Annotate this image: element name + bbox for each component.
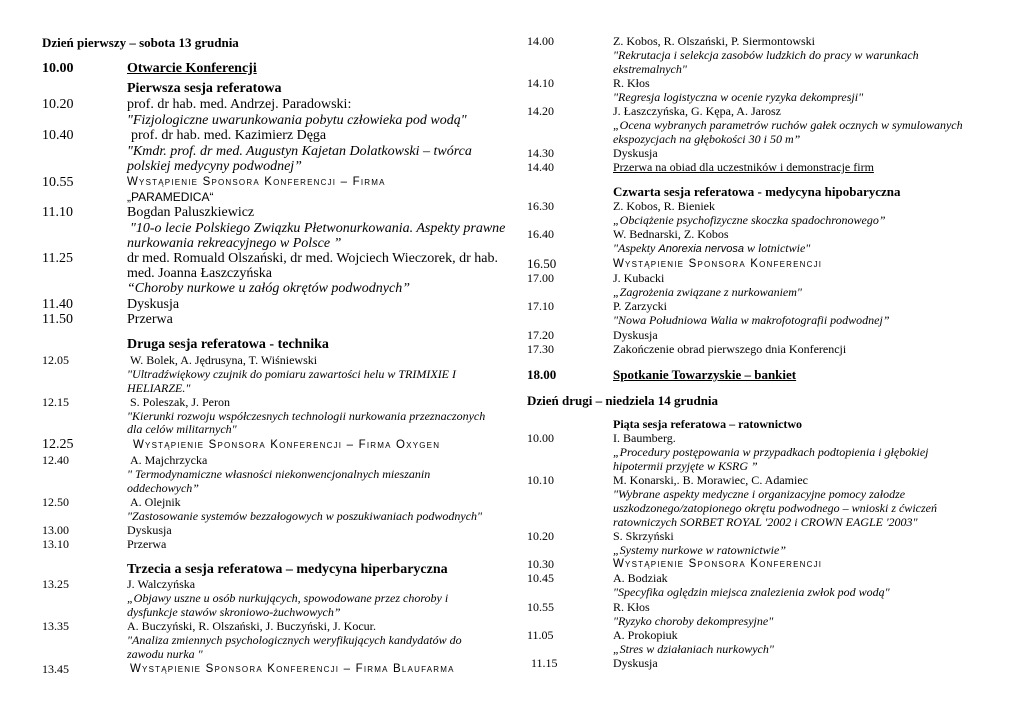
discussion-17-20: Dyskusja — [613, 328, 658, 342]
time-13-25: 13.25 — [42, 577, 69, 591]
title-16-30: „Obciążenie psychofizyczne skoczka spadochronowego” — [613, 213, 886, 227]
title-11-10-line1: "10-o lecie Polskiego Związku Płetwonurkowania. Aspekty prawne — [130, 221, 506, 236]
d2-author-10-20: S. Skrzyński — [613, 529, 674, 543]
d2-author-10-55: R. Kłos — [613, 600, 650, 614]
title-14-10: "Regresja logistyczna w ocenie ryzyka dekompresji" — [613, 90, 864, 104]
time-14-00: 14.00 — [527, 34, 554, 48]
time-10-20: 10.20 — [42, 97, 74, 112]
session-2-title: Druga sesja referatowa - technika — [127, 337, 329, 352]
lunch-break-14-40: Przerwa na obiad dla uczestników i demonstracje firm — [613, 160, 874, 174]
author-16-30: Z. Kobos, R. Bieniek — [613, 199, 715, 213]
title-17-10: "Nowa Południowa Walia w makrofotografii podwodnej” — [613, 313, 890, 327]
time-10-55: 10.55 — [42, 175, 74, 190]
author-13-35: A. Buczyński, R. Olszański, J. Buczyński, J. Kocur. — [127, 619, 376, 633]
title-12-15-line2: dla celów militarnych" — [127, 422, 237, 436]
time-11-40: 11.40 — [42, 297, 73, 312]
title-14-00-line2: ekstremalnych" — [613, 62, 687, 76]
d2-title-10-10-line2: uszkodzonego/zatopionego okrętu podwodnego – wnioski z ćwiczeń — [613, 501, 937, 515]
time-12-05: 12.05 — [42, 353, 69, 367]
title-13-25-line1: „Objawy uszne u osób nurkujących, spowodowane przez choroby i — [127, 591, 449, 605]
author-14-00: Z. Kobos, R. Olszański, P. Siermontowski — [613, 34, 816, 48]
d2-author-10-10: M. Konarski,. B. Morawiec, C. Adamiec — [613, 473, 808, 487]
time-12-25: 12.25 — [42, 437, 74, 452]
time-10-40: 10.40 — [42, 128, 74, 143]
d2-time-10-30: 10.30 — [527, 557, 554, 571]
author-14-20: J. Łaszczyńska, G. Kępa, A. Jarosz — [613, 104, 781, 118]
d2-author-11-05: A. Prokopiuk — [613, 628, 678, 642]
d2-time-10-00: 10.00 — [527, 431, 554, 445]
d2-title-10-00-line2: hipotermii przyjęte w KSRG ” — [613, 459, 758, 473]
author-10-20: prof. dr hab. med. Andrzej. Paradowski: — [127, 97, 352, 112]
title-12-05-line2: HELIARZE." — [127, 381, 191, 395]
d2-title-10-55: "Ryzyko choroby dekompresyjne" — [613, 614, 774, 628]
time-14-30: 14.30 — [527, 146, 554, 160]
sponsor-10-55: Wystąpienie Sponsora Konferencji – Firma — [127, 176, 386, 188]
d2-discussion-11-15: Dyskusja — [613, 656, 658, 670]
day1-header: Dzień pierwszy – sobota 13 grudnia — [42, 35, 239, 50]
author-14-10: R. Kłos — [613, 76, 650, 90]
author-11-25-line2: med. Joanna Łaszczyńska — [127, 266, 272, 281]
title-16-40-part-a: "Aspekty — [613, 241, 659, 255]
title-17-00: „Zagrożenia związane z nurkowaniem" — [613, 285, 802, 299]
author-11-10: Bogdan Paluszkiewicz — [127, 205, 255, 220]
banquet-title: Spotkanie Towarzyskie – bankiet — [613, 367, 797, 382]
author-12-15: S. Poleszak, J. Peron — [130, 395, 230, 409]
session-1-title: Pierwsza sesja referatowa — [127, 81, 282, 96]
title-12-40-line1: " Termodynamiczne własności niekonwencjonalnych mieszanin — [127, 467, 431, 481]
title-10-20: "Fizjologiczne uwarunkowania pobytu człowieka pod wodą" — [127, 113, 467, 128]
d2-time-10-10: 10.10 — [527, 473, 554, 487]
time-16-40: 16.40 — [527, 227, 554, 241]
d2-title-10-20: „Systemy nurkowe w ratownictwie” — [613, 543, 786, 557]
discussion-13-00: Dyskusja — [127, 523, 172, 537]
time-12-40: 12.40 — [42, 453, 69, 467]
time-13-10: 13.10 — [42, 537, 69, 551]
d2-sponsor-10-30: Wystąpienie Sponsora Konferencji — [613, 558, 823, 570]
sponsor-16-50: Wystąpienie Sponsora Konferencji — [613, 258, 823, 270]
discussion-14-30: Dyskusja — [613, 146, 658, 160]
time-17-30: 17.30 — [527, 342, 554, 356]
time-16-30: 16.30 — [527, 199, 554, 213]
title-14-00-line1: "Rekrutacja i selekcja zasobów ludzkich do pracy w warunkach — [613, 48, 919, 62]
d2-title-11-05: „Stres w działaniach nurkowych" — [613, 642, 774, 656]
d2-author-10-45: A. Bodziak — [613, 571, 668, 585]
title-13-25-line2: dysfunkcje stawów skroniowo-żuchwowych” — [127, 605, 341, 619]
time-13-00: 13.00 — [42, 523, 69, 537]
session-4-title: Czwarta sesja referatowa - medycyna hipobaryczna — [613, 184, 901, 199]
day2-header: Dzień drugi – niedziela 14 grudnia — [527, 393, 719, 408]
d2-title-10-10-line1: "Wybrane aspekty medyczne i organizacyjne pomocy załodze — [613, 487, 906, 501]
title-16-40 — [613, 241, 810, 256]
d2-time-10-55: 10.55 — [527, 600, 554, 614]
d2-time-11-05: 11.05 — [527, 628, 554, 642]
time-14-10: 14.10 — [527, 76, 554, 90]
title-13-35-line2: zawodu nurka " — [127, 647, 203, 661]
author-10-40: prof. dr hab. med. Kazimierz Dęga — [131, 128, 327, 143]
sponsor-13-45: Wystąpienie Sponsora Konferencji – Firma Blaufarma — [130, 663, 455, 675]
time-11-25: 11.25 — [42, 251, 73, 266]
time-11-10: 11.10 — [42, 205, 73, 220]
time-18-00: 18.00 — [527, 367, 557, 382]
title-11-25: “Choroby nurkowe u załóg okrętów podwodnych” — [127, 281, 410, 296]
title-16-40-part-c: w lotnictwie" — [743, 241, 811, 255]
title-14-20-line2: ekspozycjach na głębokości 30 i 50 m” — [613, 132, 801, 146]
title-14-20-line1: „Ocena wybranych parametrów ruchów gałek ocznych w symulowanych — [613, 118, 963, 132]
session-3-title: Trzecia a sesja referatowa – medycyna hiperbaryczna — [127, 562, 448, 577]
time-14-20: 14.20 — [527, 104, 554, 118]
time-13-35: 13.35 — [42, 619, 69, 633]
time-14-40: 14.40 — [527, 160, 554, 174]
break-13-10: Przerwa — [127, 537, 167, 551]
time-11-50: 11.50 — [42, 312, 73, 327]
time-12-15: 12.15 — [42, 395, 69, 409]
break-11-50: Przerwa — [127, 312, 173, 327]
d2-time-10-45: 10.45 — [527, 571, 554, 585]
time-17-20: 17.20 — [527, 328, 554, 342]
author-11-25-line1: dr med. Romuald Olszański, dr med. Wojciech Wieczorek, dr hab. — [127, 251, 499, 266]
discussion-11-40: Dyskusja — [127, 297, 180, 312]
title-12-05-line1: "Ultradźwiękowy czujnik do pomiaru zawartości helu w TRIMIXIE I — [127, 367, 457, 381]
time-17-10: 17.10 — [527, 299, 554, 313]
sponsor-firm-paramedica: „PARAMEDICA“ — [127, 190, 214, 204]
d2-author-10-00: I. Baumberg. — [613, 431, 676, 445]
title-16-40-part-b: Anorexia nervosa — [658, 243, 744, 255]
author-13-25: J. Walczyńska — [127, 577, 196, 591]
author-16-40: W. Bednarski, Z. Kobos — [613, 227, 729, 241]
time-13-45: 13.45 — [42, 662, 69, 676]
d2-title-10-00-line1: „Procedury postępowania w przypadkach podtopienia i głębokiej — [613, 445, 929, 459]
session-5-title: Piąta sesja referatowa – ratownictwo — [613, 417, 803, 431]
opening-title: Otwarcie Konferencji — [127, 61, 257, 76]
time-10-00: 10.00 — [42, 61, 74, 76]
time-17-00: 17.00 — [527, 271, 554, 285]
d2-title-10-10-line3: ratowniczych SORBET ROYAL '2002 i CROWN EAGLE '2003" — [613, 515, 918, 529]
time-16-50: 16.50 — [527, 256, 557, 271]
title-12-50: "Zastosowanie systemów bezzałogowych w poszukiwaniach podwodnych" — [127, 509, 483, 523]
author-17-10: P. Zarzycki — [613, 299, 667, 313]
d2-time-11-15: 11.15 — [531, 656, 558, 670]
title-13-35-line1: "Analiza zmiennych psychologicznych weryfikujących kandydatów do — [127, 633, 462, 647]
title-12-15-line1: "Kierunki rozwoju współczesnych technologii nurkowania przeznaczonych — [127, 409, 486, 423]
title-12-40-line2: oddechowych” — [127, 481, 199, 495]
author-12-40: A. Majchrzycka — [130, 453, 208, 467]
closing-day1: Zakończenie obrad pierwszego dnia Konferencji — [613, 342, 847, 356]
sponsor-12-25: Wystąpienie Sponsora Konferencji – Firma Oxygen — [133, 439, 441, 451]
author-17-00: J. Kubacki — [613, 271, 665, 285]
d2-time-10-20: 10.20 — [527, 529, 554, 543]
time-12-50: 12.50 — [42, 495, 69, 509]
title-11-10-line2: nurkowania rekreacyjnego w Polsce ” — [127, 236, 342, 251]
author-12-50: A. Olejnik — [130, 495, 181, 509]
author-12-05: W. Bolek, A. Jędrusyna, T. Wiśniewski — [130, 353, 318, 367]
d2-title-10-45: "Specyfika oględzin miejsca znalezienia zwłok pod wodą" — [613, 585, 890, 599]
title-10-40-line2: polskiej medycyny podwodnej” — [127, 159, 302, 174]
title-10-40-line1: "Kmdr. prof. dr med. Augustyn Kajetan Dolatkowski – twórca — [127, 144, 472, 159]
